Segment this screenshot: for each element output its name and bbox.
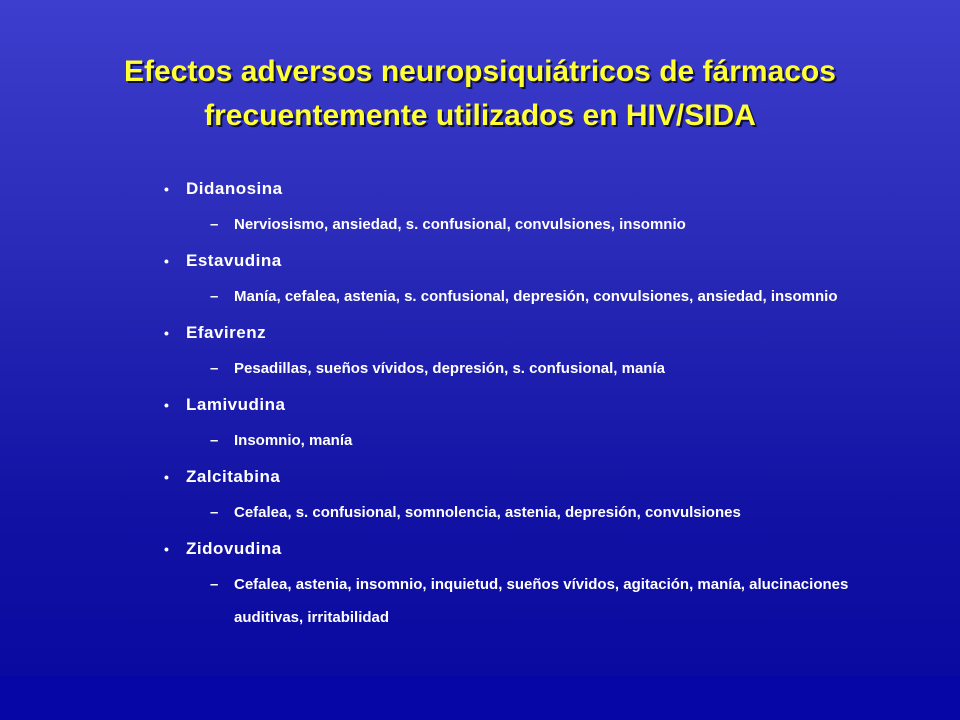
effects-row — [160, 208, 920, 241]
drug-row — [160, 246, 920, 280]
list-item — [160, 246, 920, 313]
drug-list — [160, 174, 920, 639]
bullet-icon: • — [164, 469, 170, 485]
drug-name: Zalcitabina — [186, 467, 281, 486]
drug-row — [160, 390, 920, 424]
bullet-icon: • — [164, 541, 170, 557]
effects-row — [160, 352, 920, 385]
drug-name: Zidovudina — [186, 539, 282, 558]
dash-icon: – — [210, 216, 219, 233]
effects-text: Cefalea, astenia, insomnio, inquietud, sueños vívidos, agitación, manía, alucinaciones auditivas, irritabilidad — [234, 576, 849, 626]
effects-text: Insomnio, manía — [234, 432, 353, 449]
drug-name: Didanosina — [186, 179, 283, 198]
effects-text: Nerviosismo, ansiedad, s. confusional, convulsiones, insomnio — [234, 216, 686, 233]
list-item — [160, 390, 920, 457]
list-item — [160, 534, 920, 634]
effects-text: Cefalea, s. confusional, somnolencia, astenia, depresión, convulsiones — [234, 504, 741, 521]
bullet-icon: • — [164, 253, 170, 269]
title-line-1: Efectos adversos neuropsiquiátricos de fármacos — [124, 55, 836, 88]
dash-icon: – — [210, 360, 219, 377]
dash-icon: – — [210, 432, 219, 449]
drug-row — [160, 318, 920, 352]
effects-row — [160, 568, 920, 634]
drug-row — [160, 462, 920, 496]
effects-text: Pesadillas, sueños vívidos, depresión, s. confusional, manía — [234, 360, 665, 377]
list-item — [160, 174, 920, 241]
bullet-icon: • — [164, 181, 170, 197]
title-line-2: frecuentemente utilizados en HIV/SIDA — [204, 99, 756, 132]
drug-row — [160, 174, 920, 208]
list-item — [160, 462, 920, 529]
effects-row — [160, 496, 920, 529]
dash-icon: – — [210, 288, 219, 305]
drug-name: Lamivudina — [186, 395, 286, 414]
drug-name: Efavirenz — [186, 323, 267, 342]
dash-icon: – — [210, 576, 219, 593]
slide-title — [0, 50, 960, 138]
bullet-icon: • — [164, 397, 170, 413]
list-item — [160, 318, 920, 385]
effects-text: Manía, cefalea, astenia, s. confusional, depresión, convulsiones, ansiedad, insomnio — [234, 288, 838, 305]
bottom-band — [0, 676, 960, 720]
bullet-icon: • — [164, 325, 170, 341]
effects-row — [160, 280, 920, 313]
drug-row — [160, 534, 920, 568]
effects-row — [160, 424, 920, 457]
dash-icon: – — [210, 504, 219, 521]
drug-name: Estavudina — [186, 251, 282, 270]
